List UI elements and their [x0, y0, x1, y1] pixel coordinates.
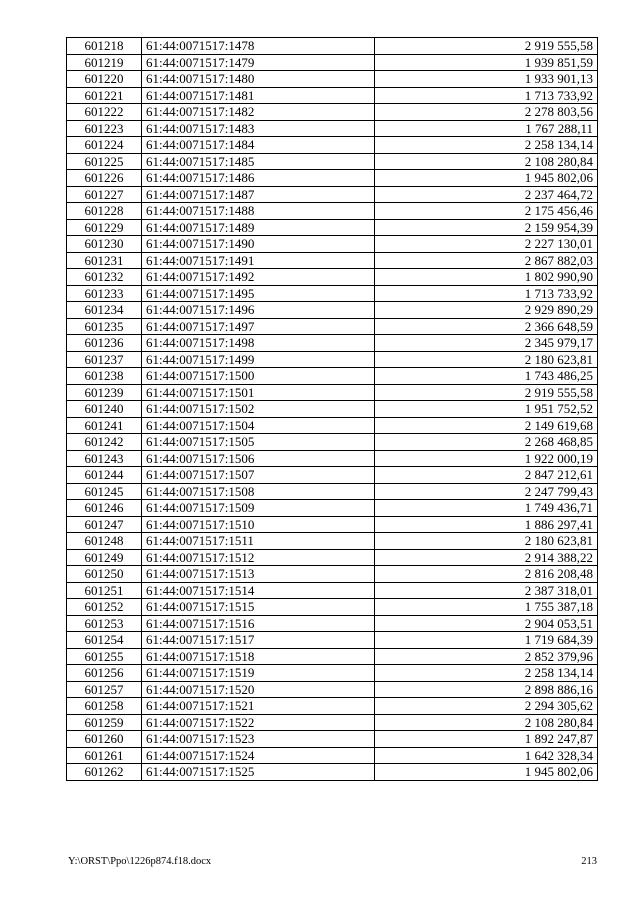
cadastral-number-cell: 61:44:0071517:1511	[142, 533, 375, 550]
row-number-cell: 601238	[67, 368, 142, 385]
cadastral-value-cell: 2 108 280,84	[375, 153, 598, 170]
row-number-cell: 601226	[67, 170, 142, 187]
cadastral-value-cell: 1 767 288,11	[375, 120, 598, 137]
row-number-cell: 601235	[67, 318, 142, 335]
cadastral-number-cell: 61:44:0071517:1495	[142, 285, 375, 302]
row-number-cell: 601219	[67, 54, 142, 71]
cadastral-number-cell: 61:44:0071517:1480	[142, 71, 375, 88]
table-row	[67, 104, 598, 121]
cadastral-value-cell: 1 939 851,59	[375, 54, 598, 71]
row-number-cell: 601247	[67, 516, 142, 533]
cadastral-number-cell: 61:44:0071517:1504	[142, 417, 375, 434]
cadastral-value-cell: 1 749 436,71	[375, 500, 598, 517]
table-row	[67, 384, 598, 401]
cadastral-value-cell: 1 945 802,06	[375, 170, 598, 187]
row-number-cell: 601249	[67, 549, 142, 566]
table-row	[67, 665, 598, 682]
row-number-cell: 601260	[67, 731, 142, 748]
row-number-cell: 601254	[67, 632, 142, 649]
row-number-cell: 601218	[67, 38, 142, 55]
table-row	[67, 450, 598, 467]
row-number-cell: 601224	[67, 137, 142, 154]
row-number-cell: 601233	[67, 285, 142, 302]
table-row	[67, 681, 598, 698]
row-number-cell: 601261	[67, 747, 142, 764]
table-row	[67, 302, 598, 319]
table-row	[67, 236, 598, 253]
row-number-cell: 601223	[67, 120, 142, 137]
cadastral-value-cell: 1 922 000,19	[375, 450, 598, 467]
cadastral-value-cell: 2 914 388,22	[375, 549, 598, 566]
cadastral-number-cell: 61:44:0071517:1487	[142, 186, 375, 203]
cadastral-number-cell: 61:44:0071517:1520	[142, 681, 375, 698]
row-number-cell: 601228	[67, 203, 142, 220]
cadastral-number-cell: 61:44:0071517:1491	[142, 252, 375, 269]
cadastral-number-cell: 61:44:0071517:1512	[142, 549, 375, 566]
row-number-cell: 601256	[67, 665, 142, 682]
cadastral-number-cell: 61:44:0071517:1507	[142, 467, 375, 484]
cadastral-value-cell: 1 951 752,52	[375, 401, 598, 418]
table-row	[67, 516, 598, 533]
cadastral-number-cell: 61:44:0071517:1483	[142, 120, 375, 137]
cadastral-number-cell: 61:44:0071517:1510	[142, 516, 375, 533]
cadastral-number-cell: 61:44:0071517:1484	[142, 137, 375, 154]
table-row	[67, 648, 598, 665]
row-number-cell: 601246	[67, 500, 142, 517]
cadastral-number-cell: 61:44:0071517:1514	[142, 582, 375, 599]
cadastral-value-cell: 1 933 901,13	[375, 71, 598, 88]
row-number-cell: 601255	[67, 648, 142, 665]
cadastral-value-cell: 1 713 733,92	[375, 285, 598, 302]
cadastral-value-cell: 2 180 623,81	[375, 533, 598, 550]
table-row	[67, 71, 598, 88]
cadastral-number-cell: 61:44:0071517:1499	[142, 351, 375, 368]
row-number-cell: 601242	[67, 434, 142, 451]
cadastral-number-cell: 61:44:0071517:1505	[142, 434, 375, 451]
table-row	[67, 747, 598, 764]
cadastral-number-cell: 61:44:0071517:1518	[142, 648, 375, 665]
cadastral-value-cell: 2 929 890,29	[375, 302, 598, 319]
table-row	[67, 764, 598, 781]
cadastral-value-cell: 2 159 954,39	[375, 219, 598, 236]
row-number-cell: 601250	[67, 566, 142, 583]
cadastral-number-cell: 61:44:0071517:1482	[142, 104, 375, 121]
cadastral-number-cell: 61:44:0071517:1521	[142, 698, 375, 715]
table-row	[67, 318, 598, 335]
cadastral-number-cell: 61:44:0071517:1516	[142, 615, 375, 632]
cadastral-number-cell: 61:44:0071517:1498	[142, 335, 375, 352]
cadastral-value-cell: 2 268 468,85	[375, 434, 598, 451]
table-row	[67, 500, 598, 517]
table-row	[67, 582, 598, 599]
row-number-cell: 601236	[67, 335, 142, 352]
cadastral-number-cell: 61:44:0071517:1496	[142, 302, 375, 319]
cadastral-number-cell: 61:44:0071517:1508	[142, 483, 375, 500]
table-row	[67, 467, 598, 484]
cadastral-value-cell: 2 847 212,61	[375, 467, 598, 484]
table-row	[67, 698, 598, 715]
cadastral-value-cell: 1 886 297,41	[375, 516, 598, 533]
table-row	[67, 731, 598, 748]
cadastral-value-cell: 2 108 280,84	[375, 714, 598, 731]
cadastral-value-cell: 2 175 456,46	[375, 203, 598, 220]
cadastral-value-cell: 2 258 134,14	[375, 137, 598, 154]
row-number-cell: 601225	[67, 153, 142, 170]
row-number-cell: 601230	[67, 236, 142, 253]
cadastral-value-cell: 2 149 619,68	[375, 417, 598, 434]
table-row	[67, 483, 598, 500]
cadastral-value-cell: 2 237 464,72	[375, 186, 598, 203]
cadastral-number-cell: 61:44:0071517:1501	[142, 384, 375, 401]
row-number-cell: 601221	[67, 87, 142, 104]
table-row	[67, 335, 598, 352]
table-row	[67, 599, 598, 616]
cadastral-value-cell: 2 904 053,51	[375, 615, 598, 632]
cadastral-number-cell: 61:44:0071517:1522	[142, 714, 375, 731]
table-row	[67, 203, 598, 220]
cadastral-number-cell: 61:44:0071517:1492	[142, 269, 375, 286]
cadastral-value-cell: 2 387 318,01	[375, 582, 598, 599]
table-row	[67, 417, 598, 434]
cadastral-value-cell: 2 366 648,59	[375, 318, 598, 335]
row-number-cell: 601252	[67, 599, 142, 616]
row-number-cell: 601222	[67, 104, 142, 121]
row-number-cell: 601251	[67, 582, 142, 599]
table-row	[67, 632, 598, 649]
cadastral-number-cell: 61:44:0071517:1489	[142, 219, 375, 236]
cadastral-value-cell: 1 743 486,25	[375, 368, 598, 385]
row-number-cell: 601258	[67, 698, 142, 715]
cadastral-value-cell: 1 713 733,92	[375, 87, 598, 104]
cadastral-value-cell: 1 642 328,34	[375, 747, 598, 764]
row-number-cell: 601239	[67, 384, 142, 401]
cadastral-number-cell: 61:44:0071517:1506	[142, 450, 375, 467]
row-number-cell: 601232	[67, 269, 142, 286]
table-row	[67, 87, 598, 104]
cadastral-number-cell: 61:44:0071517:1490	[142, 236, 375, 253]
row-number-cell: 601231	[67, 252, 142, 269]
cadastral-value-cell: 1 755 387,18	[375, 599, 598, 616]
table-row	[67, 615, 598, 632]
table-row	[67, 137, 598, 154]
cadastral-value-cell: 1 719 684,39	[375, 632, 598, 649]
cadastral-number-cell: 61:44:0071517:1485	[142, 153, 375, 170]
cadastral-value-cell: 2 919 555,58	[375, 384, 598, 401]
cadastral-number-cell: 61:44:0071517:1502	[142, 401, 375, 418]
cadastral-value-table	[66, 37, 598, 781]
table-row	[67, 170, 598, 187]
cadastral-value-cell: 2 919 555,58	[375, 38, 598, 55]
table-row	[67, 38, 598, 55]
table-row	[67, 54, 598, 71]
row-number-cell: 601237	[67, 351, 142, 368]
cadastral-number-cell: 61:44:0071517:1509	[142, 500, 375, 517]
row-number-cell: 601241	[67, 417, 142, 434]
table-row	[67, 434, 598, 451]
cadastral-number-cell: 61:44:0071517:1481	[142, 87, 375, 104]
cadastral-number-cell: 61:44:0071517:1500	[142, 368, 375, 385]
cadastral-number-cell: 61:44:0071517:1519	[142, 665, 375, 682]
row-number-cell: 601248	[67, 533, 142, 550]
row-number-cell: 601234	[67, 302, 142, 319]
table-row	[67, 285, 598, 302]
cadastral-number-cell: 61:44:0071517:1513	[142, 566, 375, 583]
row-number-cell: 601253	[67, 615, 142, 632]
cadastral-value-cell: 2 816 208,48	[375, 566, 598, 583]
cadastral-value-cell: 2 227 130,01	[375, 236, 598, 253]
row-number-cell: 601229	[67, 219, 142, 236]
cadastral-value-cell: 2 345 979,17	[375, 335, 598, 352]
table-row	[67, 714, 598, 731]
table-row	[67, 186, 598, 203]
footer-page-number: 213	[581, 856, 597, 867]
cadastral-value-cell: 2 898 886,16	[375, 681, 598, 698]
row-number-cell: 601244	[67, 467, 142, 484]
row-number-cell: 601240	[67, 401, 142, 418]
cadastral-value-cell: 1 945 802,06	[375, 764, 598, 781]
cadastral-value-cell: 2 852 379,96	[375, 648, 598, 665]
table-row	[67, 549, 598, 566]
cadastral-number-cell: 61:44:0071517:1523	[142, 731, 375, 748]
cadastral-number-cell: 61:44:0071517:1525	[142, 764, 375, 781]
table-row	[67, 219, 598, 236]
row-number-cell: 601220	[67, 71, 142, 88]
table-row	[67, 269, 598, 286]
table-row	[67, 351, 598, 368]
table-row	[67, 533, 598, 550]
table-row	[67, 566, 598, 583]
cadastral-number-cell: 61:44:0071517:1486	[142, 170, 375, 187]
row-number-cell: 601257	[67, 681, 142, 698]
cadastral-value-cell: 2 180 623,81	[375, 351, 598, 368]
cadastral-value-cell: 2 247 799,43	[375, 483, 598, 500]
cadastral-number-cell: 61:44:0071517:1479	[142, 54, 375, 71]
table-row	[67, 153, 598, 170]
row-number-cell: 601245	[67, 483, 142, 500]
table-body	[67, 38, 598, 781]
table-row	[67, 120, 598, 137]
table-row	[67, 252, 598, 269]
cadastral-value-cell: 2 867 882,03	[375, 252, 598, 269]
cadastral-value-cell: 2 258 134,14	[375, 665, 598, 682]
row-number-cell: 601262	[67, 764, 142, 781]
cadastral-number-cell: 61:44:0071517:1515	[142, 599, 375, 616]
cadastral-number-cell: 61:44:0071517:1524	[142, 747, 375, 764]
footer-file-path: Y:\ORST\Ppo\1226p874.f18.docx	[68, 856, 212, 867]
cadastral-number-cell: 61:44:0071517:1517	[142, 632, 375, 649]
cadastral-value-cell: 2 278 803,56	[375, 104, 598, 121]
cadastral-number-cell: 61:44:0071517:1497	[142, 318, 375, 335]
row-number-cell: 601227	[67, 186, 142, 203]
cadastral-number-cell: 61:44:0071517:1478	[142, 38, 375, 55]
cadastral-value-cell: 1 892 247,87	[375, 731, 598, 748]
cadastral-value-cell: 1 802 990,90	[375, 269, 598, 286]
table-row	[67, 368, 598, 385]
cadastral-number-cell: 61:44:0071517:1488	[142, 203, 375, 220]
row-number-cell: 601243	[67, 450, 142, 467]
table-row	[67, 401, 598, 418]
row-number-cell: 601259	[67, 714, 142, 731]
cadastral-value-cell: 2 294 305,62	[375, 698, 598, 715]
